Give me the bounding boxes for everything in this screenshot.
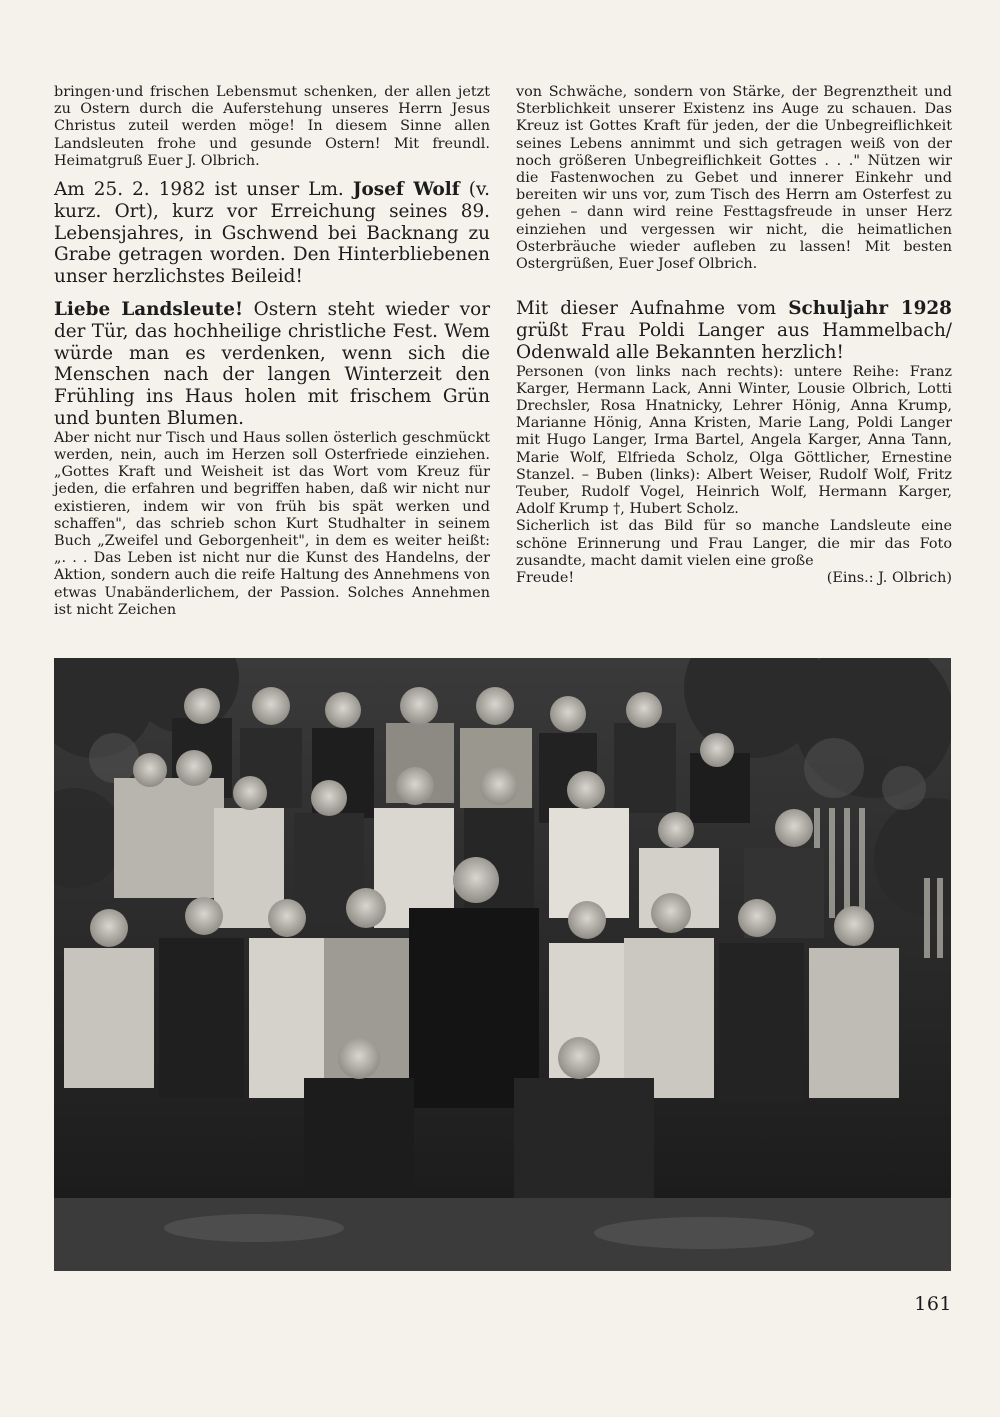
obituary-intro: Am 25. 2. 1982 ist unser Lm. — [54, 179, 344, 201]
submission-credit: (Eins.: J. Olbrich) — [826, 570, 952, 587]
photo-caption — [516, 298, 952, 363]
obituary-text: (v. kurz. Ort), kurz vor Erreichung seines 89. Lebensjahres, in Gschwend bei Backnang zu Grabe getragen worden. Den Hinterbliebenen unser herzlichstes Beileid! — [54, 179, 490, 288]
easter-body-paragraph: Aber nicht nur Tisch und Haus sollen österlich geschmückt werden, nein, auch im Herzen soll Osterfriede einziehen. „Gottes Kraft und Weisheit ist das Wort vom Kreuz für jeden, die erfahren und begriffen haben, daß wir nicht nur existieren, indem wir von früh bis spät werken und schaffen", das schrieb schon Kurt Studhalter in seinem Buch „Zweifel und Geborgenheit", in dem es weiter heißt: „. . . Das Leben ist nicht nur die Kunst des Handelns, der Aktion, sondern auch die reife Haltung des Annehmens von etwas Unabänderlichem, der Passion. Solches Annehmen ist nicht Zeichen — [54, 429, 490, 618]
obituary-paragraph — [54, 179, 490, 288]
closing-last-word: Freude! — [516, 570, 575, 587]
page-number: 161 — [914, 1293, 952, 1315]
obituary-name: Josef Wolf — [352, 179, 460, 201]
left-column — [54, 84, 490, 619]
right-column — [516, 84, 952, 587]
easter-continuation: von Schwäche, sondern von Stärke, der Begrenztheit und Sterblichkeit unserer Existenz ins Auge zu schauen. Das Kreuz ist Gottes Kraft für jeden, der die Unbegreiflichkeit seines Lebens annimmt und sich getragen weiß von der noch größeren Unbegreiflichkeit Gottes . . ." Nützen wir die Fastenwochen zu Gebet und innerer Einkehr und bereiten wir uns vor, zum Tisch des Herrn am Osterfest zu gehen – dann wird reine Festtagsfreude in unser Herz einziehen und vergessen wir nicht, die heimatlichen Osterbräuche wieder aufleben zu lassen! Mit besten Ostergrüßen, Euer Josef Olbrich. — [516, 84, 952, 273]
class-photo — [54, 658, 951, 1271]
closing-last-line — [516, 570, 952, 587]
closing-paragraph: bringen·und frischen Lebensmut schenken, der allen jetzt zu Ostern durch die Auferstehung unseres Herrn Jesus Christus zuteil werden möge! In diesem Sinne allen Landsleuten frohe und gesunde Ostern! Mit freundl. Heimatgruß Euer J. Olbrich. — [54, 84, 490, 169]
closing-remark: Sicherlich ist das Bild für so manche Landsleute eine schöne Erinnerung und Frau Langer, die mir das Foto zusandte, macht damit vielen eine große — [516, 518, 952, 569]
photo-caption-year: Schuljahr 1928 — [788, 298, 952, 320]
photo-caption-intro: Mit dieser Aufnahme vom — [516, 298, 777, 320]
easter-heading: Liebe Landsleute! — [54, 299, 244, 320]
photo-caption-text: grüßt Frau Poldi Langer aus Hammelbach/ Odenwald alle Bekannten herzlich! — [516, 320, 952, 363]
easter-lead-paragraph — [54, 299, 490, 430]
persons-list: Personen (von links nach rechts): untere Reihe: Franz Karger, Hermann Lack, Anni Winter, Lousie Olbrich, Lotti Drechsler, Rosa Hnatnicky, Lehrer Hönig, Anna Krump, Marianne Hönig, Anna Kristen, Marie Lang, Poldi Langer mit Hugo Langer, Irma Bartel, Angela Karger, Anna Tann, Marie Wolf, Elfrieda Scholz, Olga Göttlicher, Ernestine Stanzel. – Buben (links): Albert Weiser, Rudolf Wolf, Fritz Teuber, Rudolf Vogel, Heinrich Wolf, Hermann Karger, Adolf Krump †, Hubert Scholz. — [516, 363, 952, 518]
easter-lead: Ostern steht wieder vor der Tür, das hochheilige christliche Fest. Wem würde man es verdenken, wenn sich die Menschen nach der langen Winterzeit den Frühling ins Haus holen mit frischem Grün und bunten Blumen. — [54, 299, 490, 429]
